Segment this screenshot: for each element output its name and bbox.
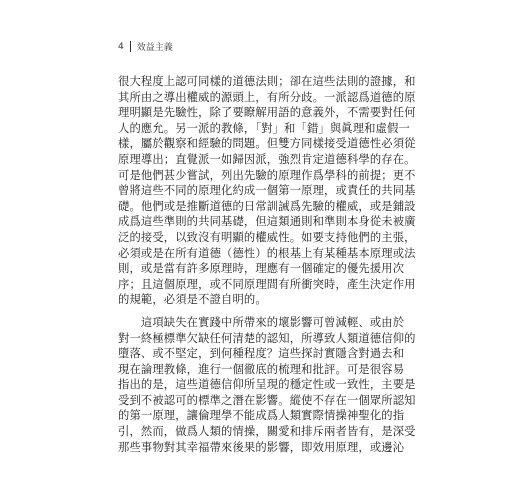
text-line: 的第一原理，讓倫理學不能成爲人類實際情操神聖化的指 — [118, 409, 405, 423]
text-line: 可是他們甚少嘗試，列出先驗的原理作爲學科的前提；更不 — [118, 168, 416, 182]
paragraph-spacer — [118, 308, 403, 315]
text-line: 人的應允。另一派的教條，「對」和「錯」與眞理和虛假一 — [118, 121, 410, 135]
paragraph — [118, 315, 416, 455]
text-line: 受到不被認可的標準之潛在影響。縱使不存在一個眾所認知 — [118, 393, 416, 407]
text-line: 墮落、或不堅定，到何種程度？這些探討實隱含對過去和 — [118, 347, 405, 361]
text-line: 礎。他們或是推斷道德的日常訓誡爲先驗的權威，或是鋪設 — [118, 199, 416, 213]
page-header — [118, 40, 173, 53]
text-line: 指出的是，這些道德信仰所呈現的穩定性或一致性，主要是 — [118, 378, 416, 392]
text-line: 成爲這些準則的共同基礎，但這類通則和準則本身從未被廣 — [118, 215, 416, 229]
text-line: 理明顯是先驗性，除了要瞭解用語的意義外，不需要對任何 — [118, 106, 416, 120]
text-line: 其所由之導出權威的源頭上，有所分歧。一派認爲道德的原 — [118, 90, 416, 104]
text-line: 原理導出；直覺派一如歸因派，強烈肯定道德科學的存在。 — [118, 152, 416, 166]
text-line: 則，或是當有許多原理時，理應有一個確定的優先援用次 — [118, 262, 405, 276]
text-line: 現在論理教條，進行一個徹底的梳理和批評。可是很容易 — [118, 362, 405, 376]
text-line: 這項缺失在實踐中所帶來的壞影響可曾減輕、或由於 — [118, 315, 405, 329]
text-line: 必須或是在所有道德（德性）的根基上有某種基本原理或法 — [118, 246, 416, 260]
body-text — [118, 74, 416, 455]
text-line: 那些事物對其幸福帶來後果的影響，即效用原理，或邊沁 — [118, 440, 405, 454]
text-line: 樣，屬於觀察和經驗的問題。但雙方同樣接受道德性必須從 — [118, 137, 416, 151]
header-divider — [130, 41, 131, 52]
text-line: 泛的接受，以致沒有明顯的權威性。如要支持他們的主張， — [118, 230, 416, 244]
text-line: 序；且這個原理，或不同原理間有所衝突時，產生決定作用 — [118, 277, 416, 291]
paragraph — [118, 74, 416, 308]
text-line: 對一終極標準欠缺任何清楚的認知，所導致人類道德信仰的 — [118, 331, 416, 345]
running-title: 效益主義 — [136, 43, 173, 53]
text-line: 的規範，必須是不證自明的。 — [118, 293, 267, 307]
text-line: 很大程度上認可同樣的道德法則；卻在這些法則的證據，和 — [118, 75, 416, 88]
page-number: 4 — [118, 41, 124, 52]
text-line: 曾將這些不同的原理化約成一個第一原理，或責任的共同基 — [118, 184, 416, 198]
text-line: 引，然而，做爲人類的情操，關愛和排斥兩者皆有，是深受 — [118, 425, 416, 439]
